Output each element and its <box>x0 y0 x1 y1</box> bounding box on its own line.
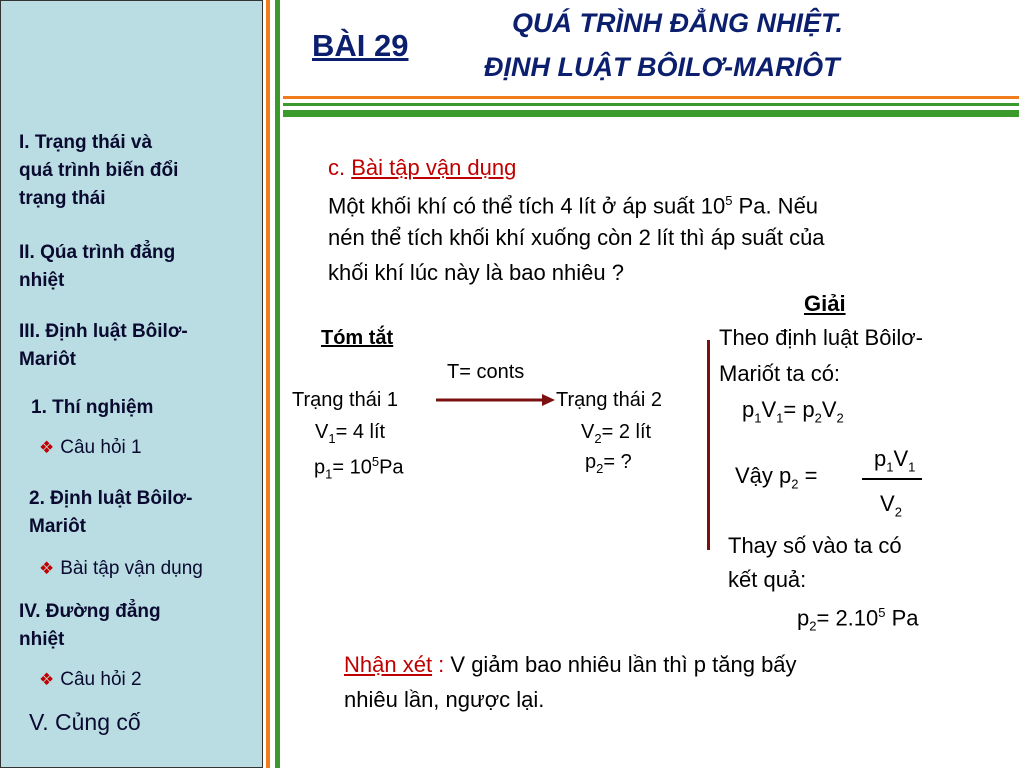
exercise-label-text: Bài tập vận dụng <box>351 155 517 180</box>
nav-item-3[interactable] <box>19 318 188 374</box>
fraction-bar <box>862 478 922 480</box>
diamond-bullet-icon: ❖ <box>39 559 55 578</box>
solution-line-2: Mariốt ta có: <box>719 361 841 386</box>
num-v: V <box>893 446 909 471</box>
title-line-1: QUÁ TRÌNH ĐẲNG NHIỆT. <box>512 8 843 38</box>
eq-sub-2: 1 <box>776 410 784 426</box>
nav-item-3-line2: Mariôt <box>19 349 76 370</box>
remark-line-2: nhiêu lần, ngược lại. <box>344 687 545 712</box>
nav-item-3-2[interactable] <box>29 485 192 541</box>
res-rest: = 2.10 <box>816 605 879 631</box>
remark-label: Nhận xét <box>344 652 433 677</box>
vay-text: Vậy p <box>735 463 792 488</box>
result-value <box>797 597 919 643</box>
exercise-line-1-b: Pa. Nếu <box>732 193 819 219</box>
nav-sub-exercise[interactable] <box>39 558 203 580</box>
substitution-line-2: kết quả: <box>728 567 807 592</box>
exercise-line-1-a: Một khối khí có thể tích 4 lít ở áp suất 10 <box>328 193 726 219</box>
nav-item-2-line2: nhiệt <box>19 270 65 291</box>
state-2-label: Trạng thái 2 <box>556 389 662 411</box>
nav-item-4-line2: nhiệt <box>19 629 65 650</box>
arrow-icon <box>434 392 556 408</box>
nav-sub-question-1[interactable] <box>39 437 142 459</box>
diamond-bullet-icon: ❖ <box>39 670 55 689</box>
p1-rest: = 10 <box>332 456 372 479</box>
eq-sub-3: 2 <box>814 410 822 426</box>
res-unit: Pa <box>885 605 919 631</box>
nav-item-1[interactable] <box>19 129 178 213</box>
v1-sub: 1 <box>328 431 336 446</box>
process-label: T= conts <box>447 361 525 383</box>
nav-item-3-1[interactable]: 1. Thí nghiệm <box>31 397 154 418</box>
p2-value <box>585 446 632 485</box>
nav-item-5[interactable]: V. Củng cố <box>29 709 141 735</box>
eq-p: p <box>742 397 755 422</box>
p1-value <box>314 446 404 491</box>
nav-item-4-line1: IV. Đường đẳng <box>19 601 161 622</box>
res-sup: 5 <box>878 605 886 620</box>
den-v: V <box>880 491 895 516</box>
p1-unit: Pa <box>379 456 404 479</box>
remark-text-1: V giảm bao nhiêu lần thì p tăng bấy <box>444 652 797 677</box>
res-sub: 2 <box>809 618 817 634</box>
vertical-stripe-white <box>272 0 274 768</box>
exercise-line-1 <box>328 185 818 222</box>
bracket-line <box>707 340 710 550</box>
num-sub-1: 1 <box>886 459 894 475</box>
eq-mid: = p <box>783 397 815 422</box>
exercise-line-1-sup: 5 <box>725 193 733 208</box>
v2-symbol: V <box>581 421 595 443</box>
p1-sup: 5 <box>371 454 380 469</box>
nav-sub-question-2-label: Câu hỏi 2 <box>60 669 142 690</box>
nav-item-4[interactable] <box>19 598 161 654</box>
nav-sub-exercise-label: Bài tập vận dụng <box>60 558 203 579</box>
v1-rest: = 4 lít <box>335 421 386 443</box>
substitution-line-1: Thay số vào ta có <box>728 533 902 558</box>
nav-item-3-line1: III. Định luật Bôilơ- <box>19 321 188 342</box>
p2-symbol: p <box>585 451 597 473</box>
v2-rest: = 2 lít <box>601 421 652 443</box>
p2-rest: = ? <box>603 451 632 473</box>
solution-line-1: Theo định luật Bôilơ- <box>719 325 923 350</box>
remark-line-1 <box>344 649 797 681</box>
vay-sub: 2 <box>791 476 799 492</box>
nav-item-1-line3: trạng thái <box>19 188 106 209</box>
solution-vay <box>735 460 817 500</box>
fraction-denominator <box>880 488 902 528</box>
horizontal-stripe-green-2 <box>283 110 1019 117</box>
eq-sub-4: 2 <box>836 410 844 426</box>
num-p: p <box>874 446 887 471</box>
exercise-line-2: nén thể tích khối khí xuống còn 2 lít thì áp suất của <box>328 225 825 250</box>
solution-equation <box>742 394 844 434</box>
v1-symbol: V <box>315 421 329 443</box>
exercise-label-prefix: c. <box>328 155 352 180</box>
summary-heading: Tóm tắt <box>321 327 394 349</box>
nav-sub-question-1-label: Câu hỏi 1 <box>60 437 142 458</box>
p1-symbol: p <box>314 456 326 479</box>
lesson-number: BÀI 29 <box>312 28 409 63</box>
exercise-label <box>328 152 516 184</box>
remark-colon: : <box>432 652 445 677</box>
vay-eq: = <box>798 463 818 488</box>
diamond-bullet-icon: ❖ <box>39 438 55 457</box>
title-line-2: ĐỊNH LUẬT BÔILƠ-MARIÔT <box>484 52 840 82</box>
nav-item-3-2-line1: 2. Định luật Bôilơ- <box>29 488 193 509</box>
res-p: p <box>797 605 810 631</box>
eq-sub-1: 1 <box>754 410 762 426</box>
nav-item-2[interactable] <box>19 239 175 295</box>
exercise-line-3: khối khí lúc này là bao nhiêu ? <box>328 260 624 285</box>
nav-item-2-line1: II. Qúa trình đẳng <box>19 242 176 263</box>
state-1-label: Trạng thái 1 <box>292 389 398 411</box>
nav-item-1-line1: I. Trạng thái và <box>19 132 153 153</box>
nav-item-1-line2: quá trình biến đổi <box>19 160 179 181</box>
p2-sub: 2 <box>596 461 604 476</box>
den-sub: 2 <box>894 504 902 520</box>
eq-v2: V <box>821 397 837 422</box>
vertical-stripe-green <box>275 0 280 768</box>
nav-sub-question-2[interactable] <box>39 669 142 691</box>
horizontal-stripe-orange <box>283 96 1019 99</box>
nav-item-3-2-line2: Mariôt <box>29 516 86 537</box>
vertical-stripe-orange <box>266 0 270 768</box>
eq-v: V <box>761 397 777 422</box>
p1-sub: 1 <box>325 466 333 482</box>
sidebar <box>0 0 263 768</box>
num-sub-2: 1 <box>908 459 916 475</box>
v2-sub: 2 <box>594 431 602 446</box>
solution-heading: Giải <box>804 291 846 316</box>
horizontal-stripe-green-1 <box>283 103 1019 106</box>
